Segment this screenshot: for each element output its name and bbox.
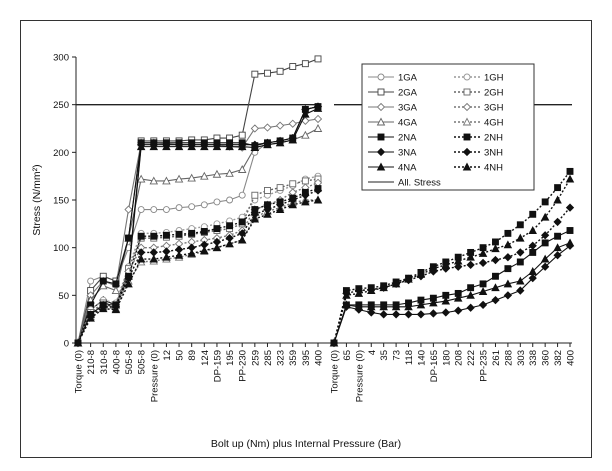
data-point: [480, 301, 487, 308]
data-point: [302, 132, 309, 139]
data-point: [315, 115, 322, 122]
data-point: [530, 211, 536, 217]
legend-label: 1GA: [398, 72, 418, 84]
y-tick-label: 0: [63, 338, 69, 350]
legend-marker: [464, 134, 470, 140]
series-line: [78, 200, 318, 343]
data-point: [88, 278, 94, 284]
series-4na: [75, 105, 322, 346]
data-point: [468, 285, 474, 291]
legend: [362, 64, 534, 190]
series-2nh: [331, 168, 573, 346]
data-point: [126, 235, 132, 241]
data-point: [277, 185, 283, 191]
series-3nh: [75, 187, 322, 347]
data-point: [554, 218, 561, 225]
series-4nh: [75, 197, 322, 347]
data-point: [567, 204, 574, 211]
data-point: [251, 125, 258, 132]
data-point: [163, 232, 169, 238]
x-tick-label: 208: [453, 350, 465, 366]
series-2na: [331, 228, 573, 346]
data-point: [554, 244, 561, 251]
data-point: [290, 64, 296, 70]
x-tick-label: 303: [515, 350, 527, 366]
x-tick-label: 210-8: [86, 350, 98, 375]
x-tick-label: 310-8: [98, 350, 110, 375]
data-point: [455, 307, 462, 314]
x-tick-label: 89: [187, 350, 199, 361]
x-tick-label: 505-8: [136, 350, 148, 375]
x-ticks-left: [74, 343, 325, 402]
data-point: [442, 309, 449, 316]
data-point: [492, 257, 499, 264]
data-point: [467, 304, 474, 311]
x-tick-label: 288: [503, 350, 515, 366]
legend-marker: [464, 89, 470, 95]
data-point: [264, 187, 270, 193]
x-tick-label: 140: [416, 350, 428, 366]
data-point: [302, 178, 308, 184]
data-point: [201, 202, 207, 208]
data-point: [480, 259, 487, 266]
x-ticks-right: [330, 343, 577, 402]
x-tick-label: PP-235: [478, 350, 490, 382]
data-point: [505, 266, 511, 272]
x-tick-label: 222: [466, 350, 478, 366]
series-line: [334, 208, 570, 343]
data-point: [290, 181, 296, 187]
x-tick-label: Torque (0): [329, 350, 341, 394]
data-point: [405, 311, 412, 318]
series-line: [78, 200, 318, 343]
data-point: [227, 197, 233, 203]
data-point: [125, 206, 132, 213]
data-point: [529, 227, 536, 234]
x-tick-label: 285: [262, 350, 274, 366]
x-tick-label: 505-8: [124, 350, 136, 375]
x-tick-label: 360: [540, 350, 552, 366]
series-line: [78, 190, 318, 343]
x-tick-label: 400: [313, 350, 325, 366]
data-point: [176, 231, 182, 237]
data-point: [189, 204, 195, 210]
x-tick-label: 400: [565, 350, 577, 366]
data-point: [467, 261, 474, 268]
series-left-panel: [75, 56, 322, 347]
data-point: [315, 56, 321, 62]
data-point: [542, 199, 548, 205]
data-point: [529, 242, 536, 249]
legend-label: 2GA: [398, 87, 418, 99]
data-point: [289, 120, 296, 127]
x-tick-label: 338: [528, 350, 540, 366]
data-point: [517, 249, 524, 256]
series-3gh: [75, 179, 322, 346]
data-point: [112, 287, 119, 294]
series-line: [334, 171, 570, 343]
data-point: [239, 237, 246, 244]
x-tick-label: 35: [379, 350, 391, 361]
data-point: [227, 223, 233, 229]
data-point: [277, 68, 283, 74]
x-tick-label: 50: [174, 350, 186, 361]
y-tick-label: 100: [53, 243, 69, 255]
data-point: [430, 310, 437, 317]
data-point: [417, 311, 424, 318]
y-axis-label: Stress (N/mm²): [31, 164, 43, 236]
series-2nh: [75, 186, 321, 346]
data-point: [113, 281, 119, 287]
legend-label: 2NA: [398, 132, 417, 144]
legend-label: 3NA: [398, 147, 417, 159]
x-tick-label: 359: [288, 350, 300, 366]
x-tick-label: 395: [300, 350, 312, 366]
legend-label: 2NH: [484, 132, 504, 144]
data-point: [239, 166, 246, 173]
data-point: [163, 207, 169, 213]
data-point: [264, 70, 270, 76]
data-point: [189, 230, 195, 236]
x-tick-label: 400-8: [111, 350, 123, 375]
x-tick-label: 195: [225, 350, 237, 366]
series-1gh: [75, 173, 321, 346]
x-tick-label: 73: [391, 350, 403, 361]
data-point: [151, 207, 157, 213]
series-right-panel: [331, 168, 574, 346]
data-point: [239, 192, 245, 198]
y-tick-label: 250: [53, 100, 69, 112]
series-4na: [331, 239, 574, 346]
legend-marker: [464, 74, 470, 80]
data-point: [492, 239, 498, 245]
x-tick-label: 118: [404, 350, 416, 366]
x-tick-label: 12: [161, 350, 173, 361]
data-point: [151, 233, 157, 239]
data-point: [277, 122, 284, 129]
data-point: [138, 207, 144, 213]
series-4gh: [75, 197, 322, 347]
data-point: [239, 219, 245, 225]
x-tick-label: Torque (0): [73, 350, 85, 394]
legend-label: All. Stress: [398, 177, 441, 189]
data-point: [504, 254, 511, 261]
x-tick-label: 261: [490, 350, 502, 366]
x-tick-label: 4: [366, 350, 378, 356]
data-point: [567, 176, 574, 183]
data-point: [380, 311, 387, 318]
legend-marker: [378, 89, 384, 95]
data-point: [302, 61, 308, 67]
legend-box: [362, 64, 534, 190]
legend-label: 4GA: [398, 117, 418, 129]
data-point: [100, 278, 106, 284]
data-point: [555, 185, 561, 191]
x-tick-label: 65: [341, 350, 353, 361]
data-point: [264, 124, 271, 131]
data-point: [567, 168, 573, 174]
data-point: [504, 292, 511, 299]
series-4ga: [75, 125, 322, 346]
x-axis-label: Bolt up (Nm) plus Internal Pressure (Bar): [210, 438, 402, 450]
data-point: [504, 241, 511, 248]
legend-label: 4NH: [484, 162, 504, 174]
data-point: [567, 239, 574, 246]
data-point: [492, 297, 499, 304]
data-point: [530, 249, 536, 255]
legend-marker: [378, 74, 384, 80]
x-tick-label: DP-159: [212, 350, 224, 383]
legend-marker: [378, 134, 384, 140]
x-tick-label: 323: [275, 350, 287, 366]
data-point: [505, 230, 511, 236]
legend-label: 3GA: [398, 102, 418, 114]
series-line: [334, 179, 570, 343]
x-tick-label: Pressure (0): [354, 350, 366, 403]
x-tick-label: 124: [199, 350, 211, 366]
data-point: [239, 132, 245, 138]
data-point: [542, 240, 548, 246]
legend-label: 2GH: [484, 87, 504, 99]
data-point: [150, 256, 157, 262]
x-tick-label: Pressure (0): [149, 350, 161, 403]
x-tick-label: PP-230: [237, 350, 249, 382]
y-tick-label: 150: [53, 195, 69, 207]
data-point: [480, 281, 486, 287]
y-ticks: [53, 53, 76, 350]
data-point: [567, 228, 573, 234]
y-tick-label: 300: [53, 52, 69, 64]
data-point: [517, 235, 524, 242]
data-point: [176, 205, 182, 211]
data-point: [252, 192, 258, 198]
data-point: [492, 273, 498, 279]
legend-label: 3NH: [484, 147, 504, 159]
data-point: [555, 233, 561, 239]
data-point: [517, 259, 523, 265]
data-point: [517, 222, 523, 228]
y-tick-label: 200: [53, 147, 69, 159]
legend-label: 3GH: [484, 102, 504, 114]
data-point: [138, 233, 144, 239]
data-point: [201, 247, 208, 254]
data-point: [252, 71, 258, 77]
x-tick-label: 382: [553, 350, 565, 366]
data-point: [554, 197, 561, 204]
data-point: [393, 311, 400, 318]
series-3ga: [75, 115, 322, 346]
legend-label: 4GH: [484, 117, 504, 129]
legend-label: 1GH: [484, 72, 504, 84]
series-3nh: [331, 204, 574, 346]
series-2gh: [75, 176, 321, 346]
legend-label: 4NA: [398, 162, 417, 174]
x-tick-label: 259: [250, 350, 262, 366]
series-4nh: [331, 176, 574, 346]
y-tick-label: 50: [58, 290, 69, 302]
data-point: [201, 228, 207, 234]
data-point: [214, 199, 220, 205]
x-tick-label: 180: [441, 350, 453, 366]
data-point: [214, 226, 220, 232]
x-tick-label: DP-165: [428, 350, 440, 383]
data-point: [315, 125, 322, 132]
